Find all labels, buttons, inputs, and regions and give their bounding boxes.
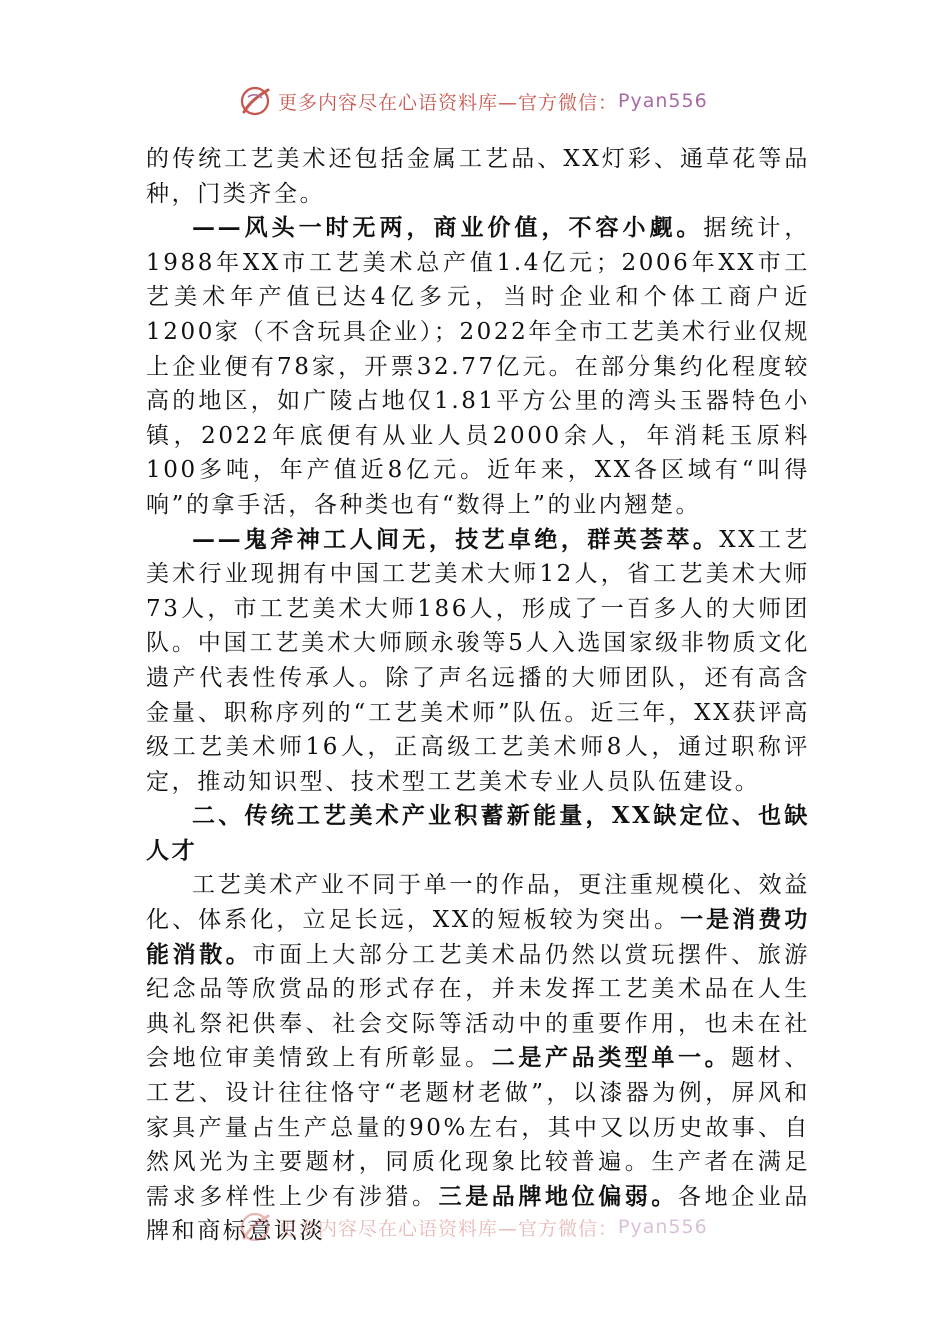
brush-logo-icon bbox=[238, 1210, 272, 1244]
paragraph-shortcomings bbox=[146, 868, 810, 1249]
watermark-wechat-id: Pyan556 bbox=[618, 1216, 708, 1238]
section-heading bbox=[146, 799, 810, 868]
paragraph-text: 市面上大部分工艺美术品仍然以赏玩摆件、旅游纪念品等欣赏品的形式存在，并未发挥工艺美术品在人生典礼祭祀供奉、社会交际等活动中的重要作用，也未在社会地位审美情致上有所彰显。 bbox=[146, 941, 810, 1072]
watermark-text: 更多内容尽在心语资料库—官方微信： bbox=[278, 1217, 619, 1240]
watermark-text: 更多内容尽在心语资料库—官方微信： bbox=[278, 91, 619, 114]
paragraph-text: XX工艺美术行业现拥有中国工艺美术大师12人，省工艺美术大师73人，市工艺美术大师186人，形成了一百多人的大师团队。中国工艺美术大师顾永骏等5人入选国家级非物质文化遗产代表性传承人。除了声名远播的大师团队，还有高含金量、职称序列的“工艺美术师”队伍。近三年，XX获评高级工艺美术师16人，正高级工艺美术师8人，通过职称评定，推动知识型、技术型工艺美术专业人员队伍建设。 bbox=[146, 526, 811, 795]
paragraph-text: 工艺美术产业不同于单一的作品，更注重规模化、效益化、体系化，立足长远，XX的短板较为突出。 bbox=[146, 872, 810, 934]
document-body bbox=[146, 142, 810, 1249]
header-watermark bbox=[238, 84, 708, 118]
paragraph-text: 题材、工艺、设计往往恪守“老题材老做”，以漆器为例，屏风和家具产量占生产总量的90%左右，其中又以历史故事、自然风光为主要题材，同质化现象比较普遍。生产者在满足需求多样性上少有涉猎。 bbox=[146, 1045, 810, 1210]
paragraph-text: 各地企业品牌和商标意识淡 bbox=[146, 1183, 810, 1245]
paragraph-text: 的传统工艺美术还包括金属工艺品、XX灯彩、通草花等品种，门类齐全。 bbox=[146, 146, 810, 207]
point-one-bold: 一是消费功能消散。 bbox=[146, 906, 811, 968]
point-three-bold: 三是品牌地位偏弱。 bbox=[438, 1182, 678, 1210]
paragraph-craftsmanship bbox=[146, 523, 810, 800]
footer-watermark bbox=[238, 1210, 708, 1244]
paragraph-text: 据统计，1988年XX市工艺美术总产值1.4亿元；2006年XX市工艺美术年产值已达4亿多元，当时企业和个体工商户近1200家（不含玩具企业）；2022年全市工艺美术行业仅规上企业便有78家，开票32.77亿元。在部分集约化程度较高的地区，如广陵占地仅1.81平方公里的湾头玉器特色小镇，2022年底便有从业人员2000余人，年消耗玉原料100多吨，年产值近8亿元。近年来，XX各区域有“叫得响”的拿手活，各种类也有“数得上”的业内翘楚。 bbox=[146, 215, 810, 518]
paragraph-lead-bold: ——鬼斧神工人间无，技艺卓绝，群英荟萃。 bbox=[192, 525, 720, 553]
paragraph-commercial-value bbox=[146, 211, 810, 522]
paragraph-continuation bbox=[146, 142, 810, 211]
point-two-bold: 二是产品类型单一。 bbox=[491, 1044, 732, 1072]
paragraph-lead-bold: ——风头一时无两，商业价值，不容小觑。 bbox=[192, 214, 704, 242]
section-heading-text: 二、传统工艺美术产业积蓄新能量，XX缺定位、也缺人才 bbox=[146, 802, 810, 864]
brush-logo-icon bbox=[238, 84, 272, 118]
watermark-wechat-id: Pyan556 bbox=[618, 90, 708, 112]
